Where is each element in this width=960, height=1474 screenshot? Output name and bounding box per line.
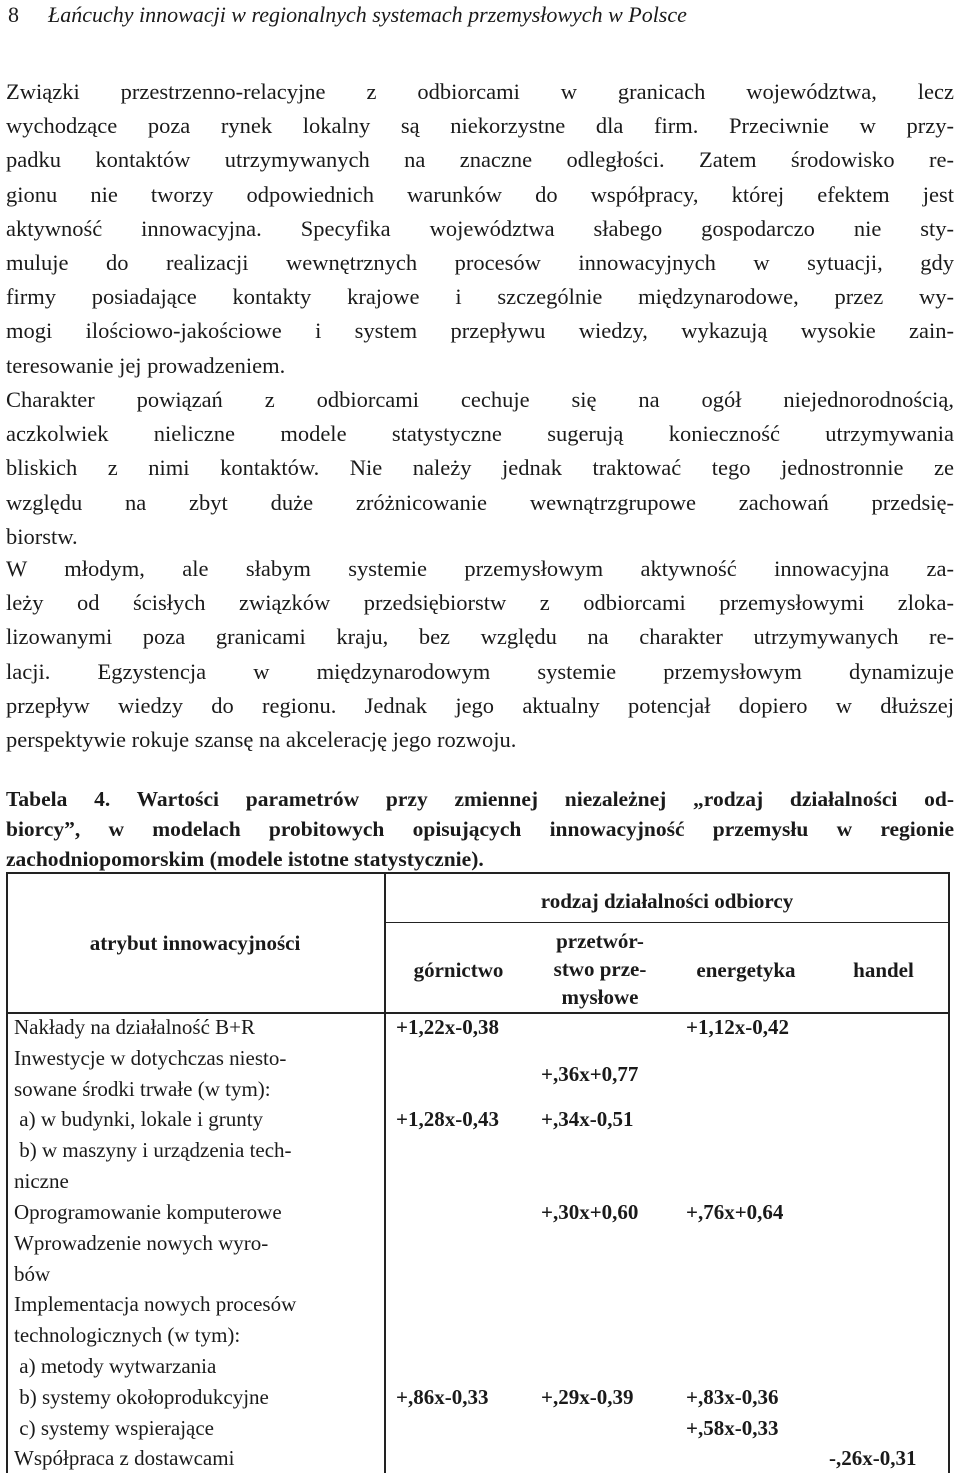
row-label: technologicznych (w tym): [14,1323,241,1347]
row-label: sowane środki trwałe (w tym): [14,1077,271,1101]
table-border-right [948,872,950,1473]
text-line: W młodym, ale słabym systemie przemysłowym aktywność innowacyjna za- [6,556,954,581]
row-label: a) w budynki, lokale i grunty [14,1107,264,1131]
text-line: wychodzące poza rynek lokalny są niekorzystne dla firm. Przeciwnie w przy- [6,113,954,139]
text-line: lacji. Egzystencja w międzynarodowym systemie przemysłowym dynamizuje [6,658,954,684]
text-line: teresowanie jej prowadzeniem. [6,352,286,378]
text-line: Związki przestrzenno-relacyjne z odbiorcami w granicach województwa, lecz [6,79,954,104]
row-label: Współpraca z dostawcami [14,1446,235,1470]
text-line: Charakter powiązań z odbiorcami cechuje się na ogół niejednorodnością, [6,387,954,412]
table-border-left [6,872,8,1473]
value-cell: +,83x-0,36 [686,1385,779,1409]
running-title: Łańcuchy innowacji w regionalnych systemach przemysłowych w Polsce [48,2,687,27]
text-line: przepływ wiedzy do regionu. Jednak jego aktualny potencjał dopiero w dłuższej [6,692,954,718]
paragraph-1 [6,75,954,383]
value-cell: -,26x-0,31 [829,1446,917,1470]
text-line: padku kontaktów utrzymywanych na znaczne odległości. Zatem środowisko re- [6,147,954,173]
row-label: c) systemy wspierające [14,1416,215,1440]
row-label: b) w maszyny i urządzenia tech- [14,1138,292,1162]
page-header [8,2,687,28]
row-label: Wprowadzenie nowych wyro- [14,1231,269,1255]
value-cell: +,29x-0,39 [541,1385,634,1409]
paragraph-3 [6,552,954,757]
row-label: b) systemy okołoprodukcyjne [14,1385,269,1409]
caption-line: Tabela 4. Wartości parametrów przy zmiennej niezależnej „rodzaj działalności od- [6,787,954,811]
table-border-top [6,872,950,874]
value-cell: +,30x+0,60 [541,1200,639,1224]
page-number: 8 [8,2,19,27]
row-label: Oprogramowanie komputerowe [14,1200,282,1224]
row-label: Inwestycje w dotychczas niesto- [14,1046,287,1070]
table-divider-group [384,922,950,923]
value-cell: +1,22x-0,38 [396,1015,499,1039]
text-line: lizowanymi poza granicami kraju, bez względu na charakter utrzymywanych re- [6,624,954,650]
text-line: mogi ilościowo-jakościowe i system przepływu wiedzy, wykazują wysokie zain- [6,318,954,344]
value-cell: +1,12x-0,42 [686,1015,789,1039]
row-label: Implementacja nowych procesów [14,1292,297,1316]
text-line: leży od ścisłych związków przedsiębiorstw z odbiorcami przemysłowymi zloka- [6,590,954,616]
text-line: względu na zbyt duże zróżnicowanie wewnątrzgrupowe zachowań przedsię- [6,489,954,515]
col-header-handel: handel [853,958,914,982]
text-line: muluje do realizacji wewnętrznych procesów innowacyjnych w sytuacji, gdy [6,249,954,275]
paragraph-2 [6,383,954,554]
text-line: perspektywie rokuje szansę na akcelerację jego rozwoju. [6,726,517,752]
row-label: niczne [14,1169,69,1193]
caption-line: zachodniopomorskim (modele istotne statystycznie). [6,847,484,871]
col-header-gornictwo: górnictwo [413,958,504,982]
row-label: bów [14,1262,51,1286]
table-caption [6,784,954,874]
value-cell: +,36x+0,77 [541,1062,639,1086]
table-divider-vertical [384,872,386,1473]
col-header-przetworstwo: przetwór- stwo prze- mysłowe [553,929,647,1009]
text-line: biorstw. [6,523,78,549]
value-cell: +,86x-0,33 [396,1385,489,1409]
value-cell: +1,28x-0,43 [396,1107,499,1131]
row-label: Nakłady na działalność B+R [14,1015,256,1039]
value-cell: +,58x-0,33 [686,1416,779,1440]
attr-header: atrybut innowacyjności [89,931,301,955]
value-cell: +,76x+0,64 [686,1200,784,1224]
text-line: aktywność innowacyjna. Specyfika województwa słabego gospodarczo nie sty- [6,215,954,241]
text-line: bliskich z nimi kontaktów. Nie należy jednak traktować tego jednostronnie ze [6,455,954,481]
group-header: rodzaj działalności odbiorcy [540,889,794,913]
text-line: aczkolwiek nieliczne modele statystyczne sugerują konieczność utrzymywania [6,421,954,447]
row-label: a) metody wytwarzania [14,1354,217,1378]
text-line: firmy posiadające kontakty krajowe i szczególnie międzynarodowe, przez wy- [6,284,954,310]
results-table [6,872,951,1473]
col-header-energetyka: energetyka [696,958,796,982]
value-cell: +,34x-0,51 [541,1107,634,1131]
caption-line: biorcy”, w modelach probitowych opisujących innowacyjność przemysłu w regionie [6,817,954,841]
text-line: gionu nie tworzy odpowiednich warunków do współpracy, której efektem jest [6,181,954,207]
